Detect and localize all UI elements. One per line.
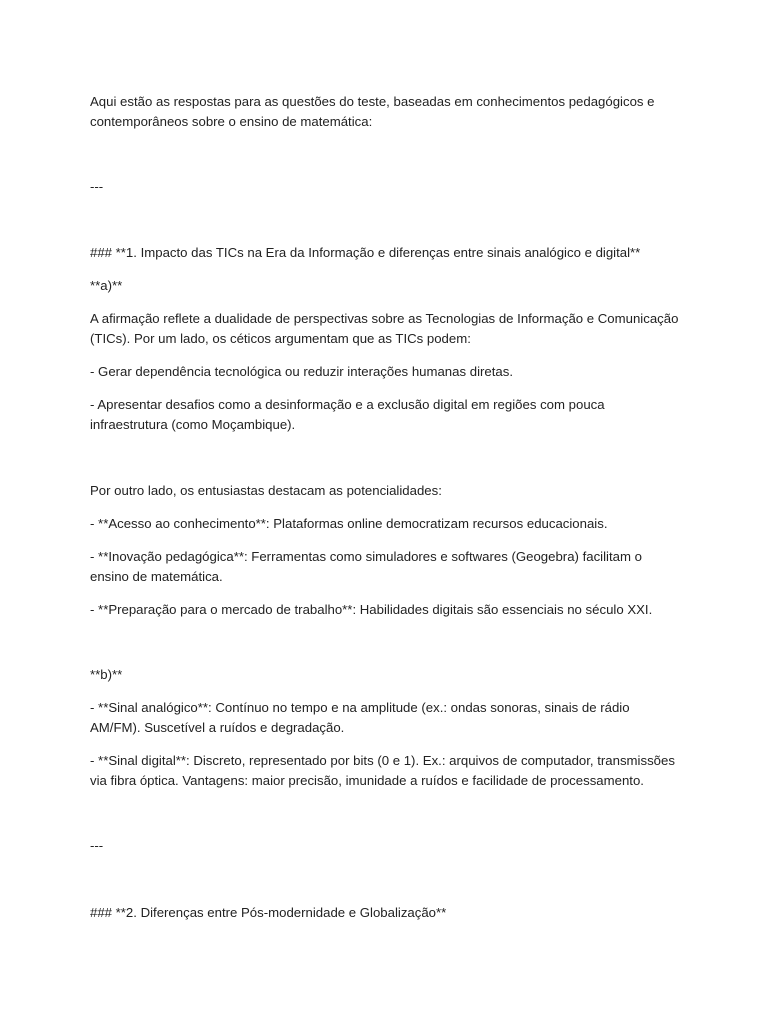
bullet-item: - **Sinal digital**: Discreto, representado por bits (0 e 1). Ex.: arquivos de computador, transmissões via fibra óptica. Vantagens: maior precisão, imunidade a ruídos e facilidade de processamento. xyxy=(90,753,675,788)
part-a-label: **a)** xyxy=(90,278,123,293)
bullet-item: - Gerar dependência tecnológica ou reduzir interações humanas diretas. xyxy=(90,364,513,379)
bullet-item: - **Acesso ao conhecimento**: Plataformas online democratizam recursos educacionais. xyxy=(90,516,608,531)
part-a-paragraph: Por outro lado, os entusiastas destacam as potencialidades: xyxy=(90,483,442,498)
intro-paragraph: Aqui estão as respostas para as questões do teste, baseadas em conhecimentos pedagógicos e contemporâneos sobre o ensino de matemática: xyxy=(90,94,655,129)
bullet-item: - Apresentar desafios como a desinformação e a exclusão digital em regiões com pouca infraestrutura (como Moçambique). xyxy=(90,397,605,432)
part-b-label: **b)** xyxy=(90,667,123,682)
part-a-paragraph: A afirmação reflete a dualidade de perspectivas sobre as Tecnologias de Informação e Comunicação (TICs). Por um lado, os céticos argumentam que as TICs podem: xyxy=(90,311,679,346)
bullet-item: - **Preparação para o mercado de trabalho**: Habilidades digitais são essenciais no século XXI. xyxy=(90,602,653,617)
bullet-item: - **Inovação pedagógica**: Ferramentas como simuladores e softwares (Geogebra) facilitam o ensino de matemática. xyxy=(90,549,642,584)
section-2-heading: ### **2. Diferenças entre Pós-modernidade e Globalização** xyxy=(90,905,447,920)
section-1-heading: ### **1. Impacto das TICs na Era da Informação e diferenças entre sinais analógico e digital** xyxy=(90,245,641,260)
divider: --- xyxy=(90,179,104,194)
divider: --- xyxy=(90,838,104,853)
bullet-item: - **Sinal analógico**: Contínuo no tempo e na amplitude (ex.: ondas sonoras, sinais de rádio AM/FM). Suscetível a ruídos e degradação. xyxy=(90,700,630,735)
